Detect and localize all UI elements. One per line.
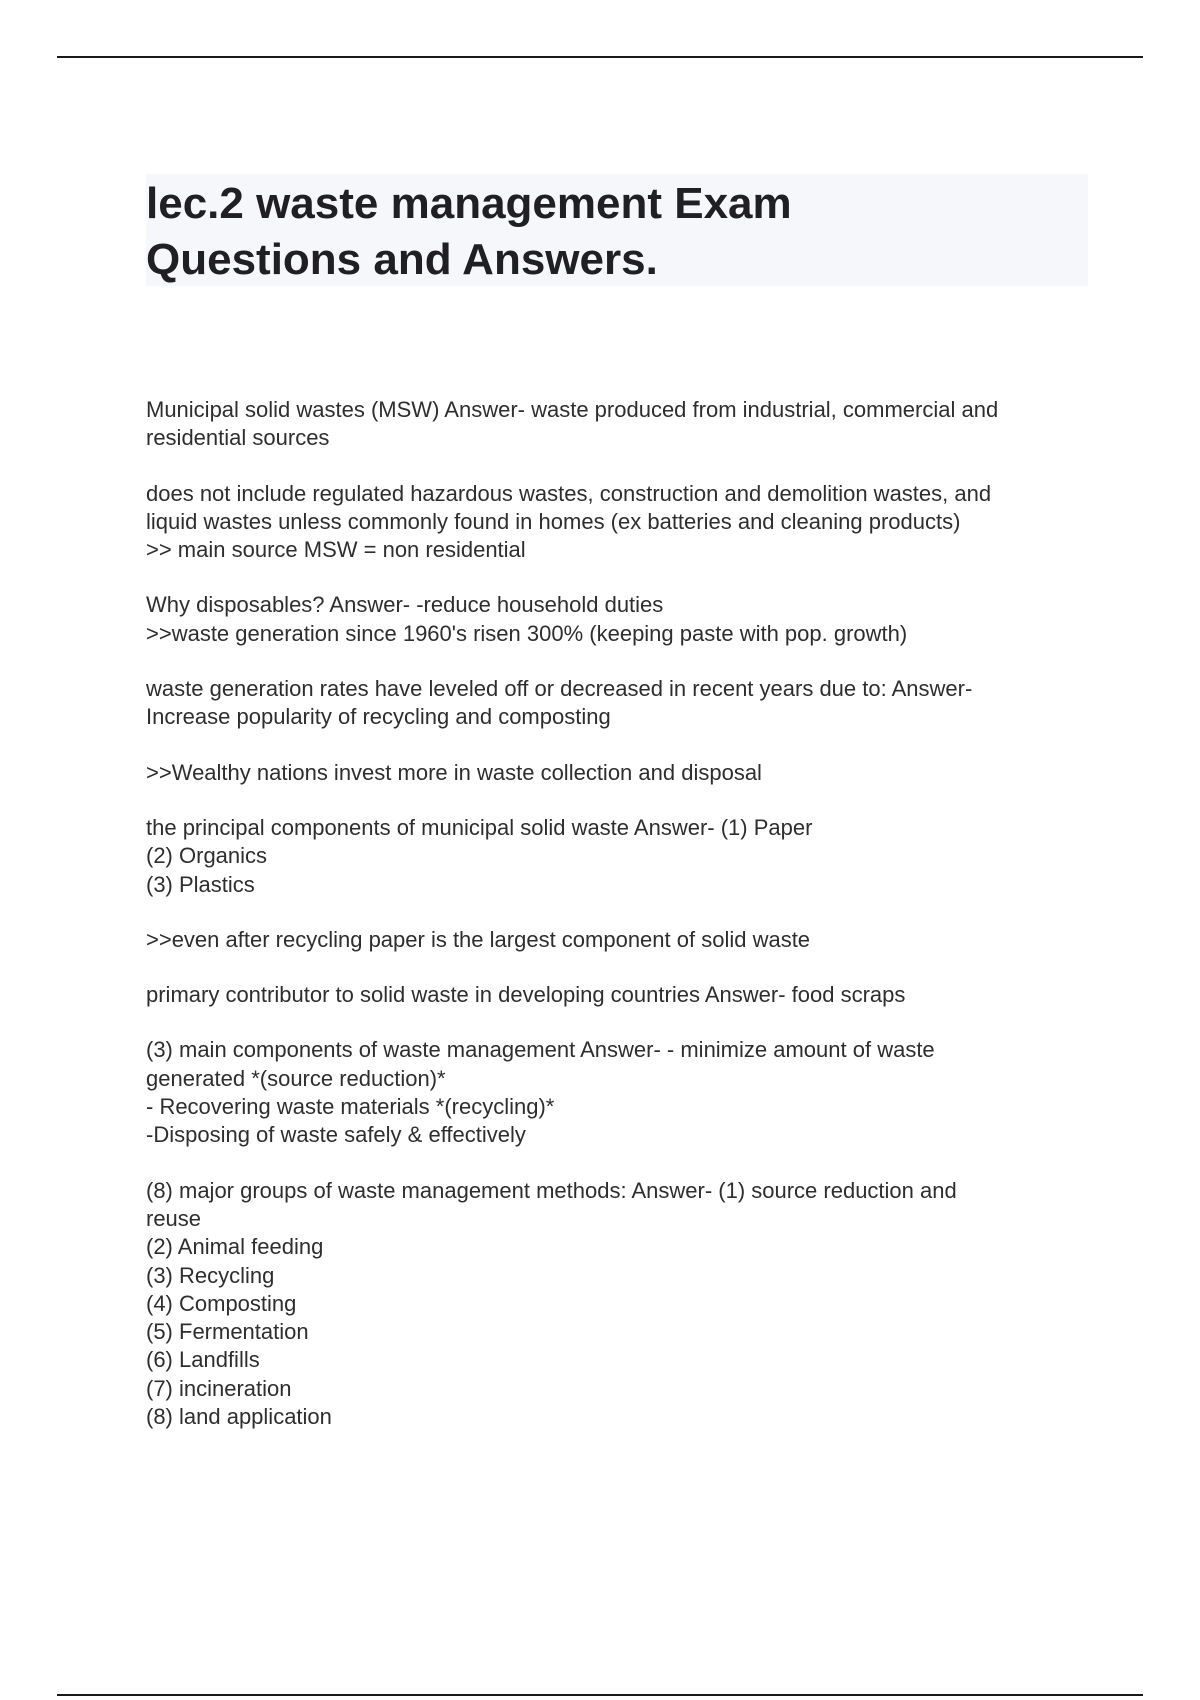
qa-line: reuse [146, 1205, 202, 1231]
qa-line: Why disposables? Answer- -reduce household duties [146, 592, 664, 618]
qa-line: >>Wealthy nations invest more in waste collection and disposal [146, 759, 762, 785]
title-line: Questions and Answers. [146, 235, 658, 284]
qa-block [146, 1036, 1096, 1149]
qa-line: >>even after recycling paper is the largest component of solid waste [146, 926, 811, 952]
qa-block [146, 1177, 1096, 1432]
qa-line: liquid wastes unless commonly found in homes (ex batteries and cleaning products) [146, 508, 961, 534]
qa-block [146, 396, 1096, 453]
qa-line: (3) Plastics [146, 871, 255, 897]
document-title [146, 176, 1046, 288]
qa-line: (2) Organics [146, 843, 268, 869]
qa-line: does not include regulated hazardous wastes, construction and demolition wastes, and [146, 480, 992, 506]
qa-block [146, 981, 1096, 1009]
qa-line: (7) incineration [146, 1375, 292, 1401]
qa-line: -Disposing of waste safely & effectively [146, 1122, 526, 1148]
qa-line: (2) Animal feeding [146, 1234, 324, 1260]
qa-line: (5) Fermentation [146, 1319, 309, 1345]
qa-line: primary contributor to solid waste in developing countries Answer- food scraps [146, 982, 906, 1008]
qa-line: >>waste generation since 1960's risen 300% (keeping paste with pop. growth) [146, 620, 908, 646]
qa-line: Increase popularity of recycling and composting [146, 704, 611, 730]
qa-content [146, 396, 1096, 1458]
qa-line: (3) main components of waste management Answer- - minimize amount of waste [146, 1037, 935, 1063]
qa-line: the principal components of municipal solid waste Answer- (1) Paper [146, 814, 813, 840]
top-rule [57, 56, 1143, 58]
qa-block [146, 759, 1096, 787]
title-line: lec.2 waste management Exam [146, 179, 792, 228]
qa-line: >> main source MSW = non residential [146, 537, 526, 563]
qa-line: (6) Landfills [146, 1347, 260, 1373]
bottom-rule [57, 1694, 1143, 1696]
qa-line: Municipal solid wastes (MSW) Answer- waste produced from industrial, commercial and [146, 397, 999, 422]
qa-line: waste generation rates have leveled off or decreased in recent years due to: Answer- [146, 676, 973, 702]
qa-line: (8) major groups of waste management methods: Answer- (1) source reduction and [146, 1177, 957, 1203]
qa-line: generated *(source reduction)* [146, 1065, 446, 1091]
qa-block [146, 814, 1096, 899]
qa-line: (4) Composting [146, 1290, 297, 1316]
qa-line: (3) Recycling [146, 1262, 275, 1288]
qa-line: (8) land application [146, 1404, 332, 1430]
qa-block [146, 480, 1096, 565]
qa-line: residential sources [146, 425, 330, 451]
qa-block [146, 591, 1096, 648]
qa-block [146, 675, 1096, 732]
qa-line: - Recovering waste materials *(recycling)* [146, 1094, 555, 1120]
qa-block [146, 926, 1096, 954]
